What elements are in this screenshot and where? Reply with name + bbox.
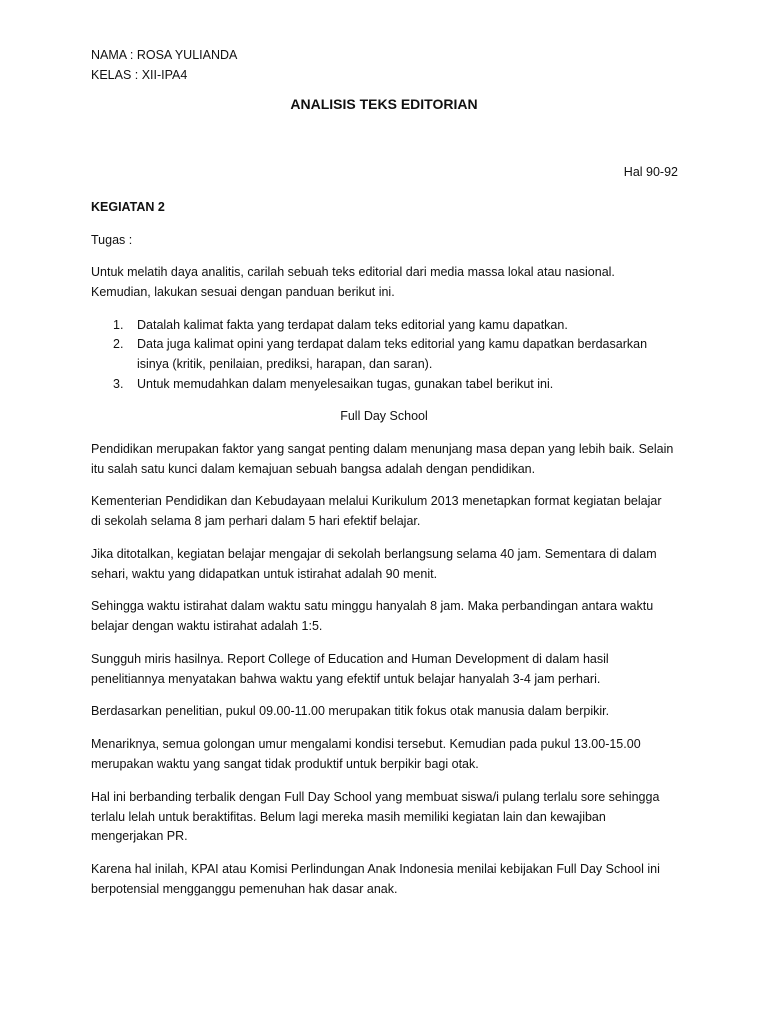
list-line: Datalah kalimat fakta yang terdapat dalam teks editorial yang kamu dapatkan. bbox=[137, 318, 568, 332]
student-name: NAMA : ROSA YULIANDA bbox=[91, 48, 238, 62]
paragraph-line: Jika ditotalkan, kegiatan belajar mengajar di sekolah berlangsung selama 40 jam. Sementara di dalam bbox=[91, 547, 657, 561]
article-paragraph bbox=[91, 735, 681, 774]
paragraph-line: Hal ini berbanding terbalik dengan Full Day School yang membuat siswa/i pulang terlalu sore sehingga bbox=[91, 790, 660, 804]
list-text bbox=[137, 316, 568, 336]
paragraph-line: Pendidikan merupakan faktor yang sangat penting dalam menunjang masa depan yang lebih baik. Selain bbox=[91, 442, 674, 456]
paragraph-line: merupakan waktu yang sangat tidak produktif untuk berpikir bagi otak. bbox=[91, 756, 479, 771]
article-paragraph bbox=[91, 702, 681, 722]
document-title: ANALISIS TEKS EDITORIAN bbox=[290, 96, 478, 112]
paragraph-line: penelitiannya menyatakan bahwa waktu yang efektif untuk belajar hanyalah 3-4 jam perhari. bbox=[91, 671, 601, 686]
paragraph-line: itu salah satu kunci dalam kemajuan sebuah bangsa adalah dengan pendidikan. bbox=[91, 461, 536, 476]
list-line: Untuk memudahkan dalam menyelesaikan tugas, gunakan tabel berikut ini. bbox=[137, 377, 554, 391]
paragraph-line: Berdasarkan penelitian, pukul 09.00-11.00 merupakan titik fokus otak manusia dalam berpikir. bbox=[91, 704, 610, 718]
activity-heading: KEGIATAN 2 bbox=[91, 200, 165, 214]
article-paragraph bbox=[91, 492, 681, 531]
article-paragraph bbox=[91, 650, 681, 689]
list-text bbox=[137, 375, 553, 395]
list-line: isinya (kritik, penilaian, prediksi, harapan, dan saran). bbox=[137, 356, 433, 371]
paragraph-line: Kementerian Pendidikan dan Kebudayaan melalui Kurikulum 2013 menetapkan format kegiatan belajar bbox=[91, 494, 662, 508]
article-title: Full Day School bbox=[340, 409, 428, 423]
paragraph-line: belajar dengan waktu istirahat adalah 1:5. bbox=[91, 618, 323, 633]
student-header bbox=[91, 46, 681, 85]
article-paragraph bbox=[91, 788, 681, 847]
paragraph-line: Menariknya, semua golongan umur mengalami kondisi tersebut. Kemudian pada pukul 13.00-15.00 bbox=[91, 737, 641, 751]
article-paragraph bbox=[91, 860, 681, 899]
paragraph-line: berpotensial mengganggu pemenuhan hak dasar anak. bbox=[91, 881, 398, 896]
task-label: Tugas : bbox=[91, 233, 133, 247]
paragraph-line: Sungguh miris hasilnya. Report College of Education and Human Development di dalam hasil bbox=[91, 652, 609, 666]
page-reference: Hal 90-92 bbox=[623, 165, 678, 179]
intro-paragraph bbox=[91, 263, 681, 302]
article-paragraph bbox=[91, 545, 681, 584]
student-class: KELAS : XII-IPA4 bbox=[91, 67, 188, 82]
paragraph-line: Karena hal inilah, KPAI atau Komisi Perlindungan Anak Indonesia menilai kebijakan Full Day School ini bbox=[91, 862, 660, 876]
article-paragraph bbox=[91, 597, 681, 636]
list-text bbox=[137, 335, 647, 374]
list-number: 1. bbox=[113, 318, 124, 332]
list-number: 2. bbox=[113, 337, 124, 351]
paragraph-line: sehari, waktu yang didapatkan untuk istirahat adalah 90 menit. bbox=[91, 566, 438, 581]
paragraph-line: terlalu lelah untuk beraktifitas. Belum lagi mereka masih memiliki kegiatan lain dan kewajiban bbox=[91, 809, 606, 824]
paragraph-line: di sekolah selama 8 jam perhari dalam 5 hari efektif belajar. bbox=[91, 513, 421, 528]
list-number: 3. bbox=[113, 377, 124, 391]
list-line: Data juga kalimat opini yang terdapat dalam teks editorial yang kamu dapatkan berdasarkan bbox=[137, 337, 648, 351]
intro-line: Kemudian, lakukan sesuai dengan panduan berikut ini. bbox=[91, 284, 395, 299]
article-paragraph bbox=[91, 440, 681, 479]
intro-line: Untuk melatih daya analitis, carilah sebuah teks editorial dari media massa lokal atau nasional. bbox=[91, 265, 615, 279]
paragraph-line: mengerjakan PR. bbox=[91, 829, 188, 843]
paragraph-line: Sehingga waktu istirahat dalam waktu satu minggu hanyalah 8 jam. Maka perbandingan antara waktu bbox=[91, 599, 654, 613]
